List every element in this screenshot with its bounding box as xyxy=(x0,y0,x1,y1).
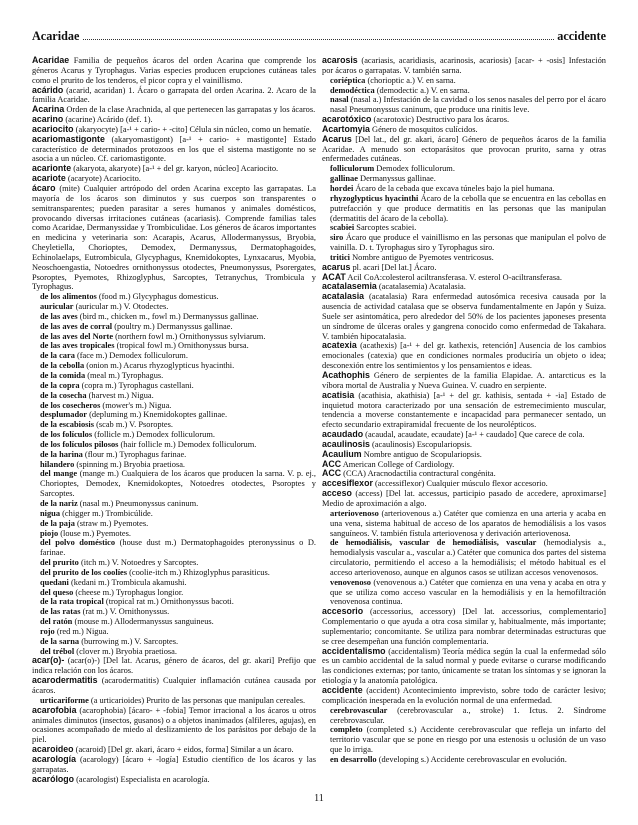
entry-definition: Orden de la clase Arachnida, al que pertenecen las garrapatas y los ácaros. xyxy=(64,105,316,115)
entry-definition: (bird m., chicken m., fowl m.) Dermanyssus gallinae. xyxy=(77,311,259,321)
subentry-term: folliculorum xyxy=(330,164,375,174)
subentry-term: de la copra xyxy=(40,380,80,390)
entry-definition: (akaryota, akaryote) [a-¹ + del gr. karyon, núcleo] Acariocito. xyxy=(71,164,279,174)
dictionary-entry xyxy=(322,282,606,292)
subentry xyxy=(40,637,316,647)
entry-term: ACAT xyxy=(322,271,346,282)
subentry-term: de la escabiosis xyxy=(40,420,94,430)
entry-term: acariomastigonte xyxy=(32,133,105,144)
entry-definition: Género de mosquitos culícidos. xyxy=(369,124,478,134)
entry-definition: (follicle m.) Demodex folliculorum. xyxy=(92,430,215,440)
entry-definition: (house dust m.) Dermatophagoides pteronyssinus o D. farinae. xyxy=(40,538,316,558)
entry-term: acaudado xyxy=(322,429,364,440)
entry-term: acariote xyxy=(32,173,66,184)
subentry xyxy=(40,332,316,342)
subentry-term: completo xyxy=(330,725,363,735)
subentry xyxy=(330,86,606,96)
entry-term: Acathophis xyxy=(322,370,370,380)
entry-definition: Nombre antiguo de Scopulariopsis. xyxy=(361,449,482,459)
subentry xyxy=(40,341,316,351)
entry-definition: (straw m.) Pyemotes. xyxy=(74,518,149,528)
dictionary-entry xyxy=(322,292,606,341)
entry-term: accesorio xyxy=(322,606,364,617)
entry-definition: (accident) Acontecimiento imprevisto, sobre todo de carácter lesivo; complicación inesperada en la evolución normal de una enfermedad. xyxy=(322,686,606,705)
subentry xyxy=(40,302,316,312)
entry-definition: (mange m.) Cualquiera de los ácaros que producen la sarna. V. p. ej., Chorioptes, Demodex, Knemidokoptes, Notoedres otodectes, Psoroptes y Sarcoptes. xyxy=(40,469,316,499)
entry-definition: (copra m.) Tyrophagus castellani. xyxy=(79,380,194,390)
subentry-term: de los folículos pilosos xyxy=(40,439,119,449)
entry-term: acarólogo xyxy=(32,773,75,784)
subentry-term: de las ratas xyxy=(40,607,81,617)
entry-definition: (red m.) Nigua. xyxy=(54,626,109,636)
subentry-term: scabiei xyxy=(330,223,355,233)
entry-term: Acaulium xyxy=(322,448,362,459)
subentry xyxy=(330,194,606,224)
entry-definition: (acatalasemia) Acatalasia. xyxy=(376,282,466,292)
subentry-term: del trébol xyxy=(40,646,75,656)
entry-definition: (onion m.) Acarus rhyzoglypticus hyacinthi. xyxy=(84,361,235,371)
entry-definition: (meal m.) Tyrophagus. xyxy=(85,371,164,380)
subentry-term: de la cara xyxy=(40,351,75,361)
entry-definition: (chorioptic a.) V. en sarna. xyxy=(365,75,456,85)
subentry-term: de las aves del Norte xyxy=(40,331,114,341)
entry-definition: (cerebrovascular a., stroke) 1. Ictus. 2. Síndrome cerebrovascular. xyxy=(330,705,606,725)
running-header xyxy=(32,28,606,44)
subentry-term: nigua xyxy=(40,508,61,518)
entry-definition: (hemodialysis a., hemodialysis vascular a., vascular a.) Catéter que comunica dos partes del sistema circulatorio, permitiendo el acceso a la hemodiálisis; el método habitual es el acceso arteriovenoso, aunque en algunos casos se utilizan accesos venovenosos. xyxy=(330,538,606,577)
entry-definition: (akaryocyte) [a-¹ + cario- + -cito] Célula sin núcleo, como un hematíe. xyxy=(73,124,312,134)
subentry xyxy=(40,401,316,411)
entry-term: acatalasia xyxy=(322,291,365,302)
subentry-term: de las aves tropicales xyxy=(40,341,115,351)
entry-term: acarus xyxy=(322,261,351,272)
subentry-term: de los folículos xyxy=(40,430,93,440)
subentry-term: del prurito xyxy=(40,558,79,568)
entry-definition: (chigger m.) Trombicúlide. xyxy=(60,508,153,518)
entry-definition: (poultry m.) Dermanyssus gallinae. xyxy=(112,321,233,331)
subentry xyxy=(40,696,316,706)
subentry-term: siro xyxy=(330,233,344,243)
entry-term: acarosis xyxy=(322,55,358,65)
entry-definition: Familia de pequeños ácaros del orden Acarina que comprende los géneros Acarus y Tyrophagus. Varias especies producen erupciones cutáneas tales como el prurito de los tenderos, el picor copra y el vainillismo. xyxy=(32,56,316,85)
entry-definition: (nasal a.) Infestación de la cavidad o los senos nasales del perro por el ácaro nasal Pneumonyssus caninum, que produce una rinitis leve. xyxy=(330,95,606,115)
subentry-term: de la sarna xyxy=(40,636,80,646)
dictionary-entry xyxy=(322,686,606,706)
subentry-term: de la nariz xyxy=(40,498,78,508)
subentry xyxy=(40,627,316,637)
subentry-term: rhyzoglypticus hyacinthi xyxy=(330,193,419,203)
dictionary-entry xyxy=(32,656,316,676)
subentry-term: del prurito de los coolíes xyxy=(40,567,128,577)
subentry xyxy=(330,76,606,86)
entry-definition: Género de serpientes de la familia Elapidae. A. antarcticus es la víbora mortal de Australia y Nueva Guinea. V. cuadro en serpiente. xyxy=(322,371,606,390)
entry-definition: Acil CoA:colesterol aciltransferasa. V. esterol O-aciltransferasa. xyxy=(345,272,562,282)
entry-definition: Demodex folliculorum. xyxy=(374,164,455,174)
entry-term: Acartomyia xyxy=(322,123,370,134)
dictionary-entry xyxy=(32,135,316,165)
entry-definition: (completed s.) Accidente cerebrovascular que refleja un infarto del territorio vascular que se pone en riesgo por una estenosis u oclusión de un vaso que lo irriga. xyxy=(330,725,606,755)
entry-definition: (tropical fowl m.) Ornithonyssus bursa. xyxy=(114,341,249,351)
dictionary-entry xyxy=(322,647,606,686)
subentry-term: cerebrovascular xyxy=(330,705,388,715)
subentry xyxy=(40,440,316,450)
dictionary-entry xyxy=(322,371,606,391)
entry-definition: (mower's m.) Nigua. xyxy=(100,400,172,410)
entry-definition: (a urticarioides) Prurito de las personas que manipulan cereales. xyxy=(88,695,306,705)
subentry xyxy=(330,578,606,608)
subentry-term: gallinae xyxy=(330,174,358,184)
entry-definition: (hair follicle m.) Demodex folliculorum. xyxy=(118,439,257,449)
dictionary-entry xyxy=(32,105,316,115)
dictionary-entry xyxy=(322,440,606,450)
entry-term: acarino xyxy=(32,114,64,125)
subentry-term: coriéptica xyxy=(330,75,366,85)
entry-term: acceso xyxy=(322,488,352,499)
subentry-term: venovenoso xyxy=(330,577,371,587)
entry-definition: (northern fowl m.) Ornithonyssus sylviarum. xyxy=(113,331,266,341)
subentry-term: de la harina xyxy=(40,449,83,459)
subentry xyxy=(40,420,316,430)
entry-term: Acarina xyxy=(32,104,65,115)
dictionary-entry xyxy=(322,479,606,489)
entry-definition: (acarologist) Especialista en acarología. xyxy=(74,774,210,784)
dictionary-entry xyxy=(32,755,316,775)
subentry-term: tritici xyxy=(330,252,350,262)
subentry-term: de la cebolla xyxy=(40,361,85,371)
dictionary-entry xyxy=(322,391,606,430)
entry-definition: Sarcoptes scabiei. xyxy=(354,223,417,233)
entry-definition: (louse m.) Pyemotes. xyxy=(58,528,131,538)
subentry xyxy=(330,95,606,115)
entry-term: acarotóxico xyxy=(322,114,372,125)
subentry xyxy=(40,597,316,607)
subentry-term: de los alimentos xyxy=(40,292,97,302)
entry-definition: (acarophobia) [ácaro- + -fobia] Temor irracional a los ácaros u otros animales diminutos (insectos, gusanos) o a objetos inanimados (alfileres, agujas), en ocasiones acompañado de miedo al deslizamiento de los parásitos por debajo de la piel. xyxy=(32,705,316,745)
entry-term: Acaridae xyxy=(32,55,70,65)
entry-definition: (auricular m.) V. Otodectes. xyxy=(73,302,169,312)
subentry-term: de la cosecha xyxy=(40,390,87,400)
entry-definition: (coolie-itch m.) Rhizoglyphus parasiticus. xyxy=(127,567,270,577)
subentry xyxy=(40,529,316,539)
subentry xyxy=(40,391,316,401)
dictionary-entry xyxy=(32,676,316,696)
subentry xyxy=(40,538,316,558)
subentry xyxy=(40,509,316,519)
subentry xyxy=(330,174,606,184)
dictionary-entry xyxy=(322,607,606,646)
entry-definition: (mite) Cualquier artrópodo del orden Acarina excepto las garrapatas. La mayoría de los ácaros son diminutos y sus cuerpos son transparentes o semitransparentes; pueden parasitar a seres humanos y animales domésticos, provocando diversas irritaciones cutáneas (acariasis). Comprende familias tales como Acaridae, Dermanyssidae y Trombiculidae. Los géneros de ácaros importantes en medicina y veterinaria son: Acarapis, Acarus, Allodermanyssus, Bryobia, Cheyletiella, Chorioptes, Demodex, Dermanyssus, Dermatophagoides, Echinolaelaps, Eutrombicula, Glycyphagus, Knemidokoptes, Lynxacarus, Myobia, Neoschoengastia, Notoedres ornithonyssus otodectes, Pneumonyssus, Psorergates, Psoroptes, Pyemotes, Rhizoglyphus, Sarcoptes, Tetranychus, Trombicula y Tyrophagus. xyxy=(32,183,316,292)
entry-definition: (arteriovenous a.) Catéter que comienza en una arteria y acaba en una vena, sistema habitual de acceso de los aparatos de hemodiálisis a los vasos sanguíneos. V. también fístula arteriovenosa y derivación arteriovenosa. xyxy=(330,508,606,538)
subentry xyxy=(40,469,316,499)
entry-term: acarionte xyxy=(32,163,72,174)
dictionary-entry xyxy=(322,341,606,371)
dictionary-entry xyxy=(32,775,316,785)
entry-definition: (harvest m.) Nigua. xyxy=(86,390,154,400)
subentry-term: hordei xyxy=(330,183,354,193)
entry-definition: (spinning m.) Bryobia praetiosa. xyxy=(74,459,186,469)
subentry-term: piojo xyxy=(40,528,59,538)
subentry-term: del ratón xyxy=(40,617,73,627)
subentry xyxy=(330,164,606,174)
subentry-term: de los cosecheros xyxy=(40,400,101,410)
subentry xyxy=(330,706,606,726)
entry-definition: (scab m.) V. Psoroptes. xyxy=(93,420,174,430)
subentry xyxy=(40,607,316,617)
entry-definition: (acarotoxic) Destructivo para los ácaros. xyxy=(371,115,510,125)
page-number: 11 xyxy=(314,793,324,804)
entry-definition: (demodectic a.) V. en sarna. xyxy=(374,85,470,95)
subentry-term: de las aves xyxy=(40,311,78,321)
subentry xyxy=(40,499,316,509)
entry-definition: (developing s.) Accidente cerebrovascular en evolución. xyxy=(376,754,567,764)
entry-definition: (itch m.) V. Notoedres y Sarcoptes. xyxy=(78,558,199,568)
entry-definition: (acaudal, acaudate, ecaudate) [a-¹ + caudado] Que carece de cola. xyxy=(363,430,585,440)
subentry-term: de la rata tropical xyxy=(40,597,104,607)
entry-definition: [Del lat., del gr. akari, ácaro] Género de pequeños ácaros de la familia Acaridae. A menudo son ectoparásitos que provocan prurito, sarna y otras enfermedades cutáneas. xyxy=(322,134,606,164)
subentry-term: rojo xyxy=(40,626,55,636)
subentry xyxy=(40,312,316,322)
entry-definition: (acaryote) Acariocito. xyxy=(65,174,141,184)
header-leader-dots xyxy=(32,39,606,40)
entry-definition: (mouse m.) Allodermanyssus sanguineus. xyxy=(72,617,214,627)
subentry xyxy=(330,755,606,765)
entry-definition: Ácaro de la cebolla que se encuentra en las cebollas en putrefacción y que produce dermatitis en las personas que las manipulan (dermatitis del ácaro de la cebolla). xyxy=(330,193,606,223)
entry-definition: (acar(o)-) [Del lat. Acarus, género de ácaros, del gr. akari] Prefijo que indica relación con los ácaros. xyxy=(32,656,316,676)
dictionary-entry xyxy=(322,460,606,470)
dictionary-entry xyxy=(32,184,316,292)
subentry-term: demodéctica xyxy=(330,85,375,95)
subentry-term: de la comida xyxy=(40,371,86,380)
entry-definition: (acarology) [ácaro + -logía] Estudio científico de los ácaros y las garrapatas. xyxy=(32,754,316,774)
subentry xyxy=(40,322,316,332)
subentry xyxy=(40,292,316,302)
entry-term: accidente xyxy=(322,685,363,695)
entry-definition: (tropical rat m.) Ornithonyssus bacoti. xyxy=(103,597,234,607)
left-column xyxy=(32,56,316,784)
subentry-term: de hemodiálisis, vascular de hemodiálisis, vascular xyxy=(330,538,537,548)
entry-definition: (acariasis, acaridiasis, acarinosis, acariosis) [acar- + -osis] Infestación por ácaros o garrapatas. V. también sarna. xyxy=(322,56,606,75)
subentry xyxy=(40,381,316,391)
entry-definition: (CCA) Aracnodactilia contractural congénita. xyxy=(341,469,496,479)
entry-term: acar(o)- xyxy=(32,655,65,666)
subentry xyxy=(40,647,316,657)
dictionary-entry xyxy=(322,56,606,76)
subentry-term: auricular xyxy=(40,302,74,312)
entry-definition: (depluming m.) Knemidokoptes gallinae. xyxy=(87,410,228,420)
entry-definition: (acarodermatitis) Cualquier inflamación cutánea causada por ácaros. xyxy=(32,676,316,695)
right-column xyxy=(322,56,606,765)
subentry xyxy=(330,509,606,539)
subentry xyxy=(40,558,316,568)
entry-term: acatalasemia xyxy=(322,281,377,292)
subentry xyxy=(40,371,316,381)
entry-term: accidentalismo xyxy=(322,645,386,656)
dictionary-entry xyxy=(32,174,316,184)
subentry xyxy=(40,361,316,371)
dictionary-entry xyxy=(322,125,606,135)
header-first-entry: Acaridae xyxy=(32,28,82,44)
dictionary-entry xyxy=(322,450,606,460)
entry-definition: (cheese m.) Tyrophagus longior. xyxy=(73,587,184,597)
entry-definition: American College of Cardiology. xyxy=(341,459,455,469)
entry-definition: Ácaro de la cebada que excava túneles bajo la piel humana. xyxy=(353,183,555,193)
subentry-term: del polvo doméstico xyxy=(40,538,116,548)
entry-definition: (flour m.) Tyrophagus farinae. xyxy=(82,449,187,459)
subentry-term: urticariforme xyxy=(40,695,89,705)
subentry xyxy=(330,725,606,755)
entry-term: acarofobia xyxy=(32,704,77,715)
subentry-term: del mange xyxy=(40,469,78,479)
entry-definition: (accidentalism) Teoría médica según la cual la enfermedad sólo es un cambio accidental de la salud normal y puede evitarse o curarse modificando las condiciones externas; por tanto, únicamente se tratan los síntomas y se ignoran la etiología y la anatomía patológica. xyxy=(322,646,606,686)
dictionary-entry xyxy=(32,56,316,86)
dictionary-entry xyxy=(322,489,606,509)
entry-definition: (rat m.) V. Ornithonyssus. xyxy=(80,607,170,617)
subentry xyxy=(40,578,316,588)
subentry xyxy=(40,410,316,420)
subentry xyxy=(330,253,606,263)
entry-definition: (accessorius, accessory) [Del lat. accessorius, complementario] Complementario o que ayuda a otra cosa similar y, habitualmente, más importante; suplementario; concomitante. Se utiliza para nombrar determinadas estructuras que se cree desempeñan una función complementaria. xyxy=(322,607,606,646)
entry-term: acárido xyxy=(32,84,64,95)
entry-term: acarodermatitis xyxy=(32,675,98,686)
subentry-term: desplumador xyxy=(40,410,88,420)
dictionary-entry xyxy=(32,86,316,106)
entry-term: acaulinosis xyxy=(322,438,370,449)
subentry xyxy=(330,184,606,194)
subentry-term: arteriovenoso xyxy=(330,508,379,518)
entry-term: acatexia xyxy=(322,340,357,351)
subentry xyxy=(330,233,606,253)
subentry-term: en desarrollo xyxy=(330,754,377,764)
entry-definition: Nombre antiguo de Pyemotes ventricosus. xyxy=(350,252,494,262)
entry-definition: (venovenous a.) Catéter que comienza en una vena y acaba en otra y que se utiliza como acceso vascular en la hemodiálisis y en la hemofiltración venovenosa continua. xyxy=(330,577,606,607)
entry-definition: (acathexis) [a-¹ + del gr. kathexis, retención] Ausencia de los cambios emocionales (catexia) que en condiciones normales produciría un objeto o idea; desconexión entre los sentimientos y los pensamientos e ideas. xyxy=(322,341,606,371)
entry-term: acatisia xyxy=(322,389,355,400)
subentry xyxy=(40,351,316,361)
entry-definition: (akaryomastigont) [a-¹ + cario- + mastigonte] Estado característico de determinados protozoos en los que el sistema mastigonte no se asocia a un núcleo. Cf. cariomastigonte. xyxy=(32,134,316,164)
dictionary-entry xyxy=(32,164,316,174)
entry-definition: pl. acari [Del lat.] Ácaro. xyxy=(350,262,437,272)
entry-term: Acarus xyxy=(322,133,352,144)
subentry xyxy=(40,430,316,440)
subentry-term: de la paja xyxy=(40,518,75,528)
entry-definition: (kedani m.) Trombicula akamushi. xyxy=(68,577,187,587)
subentry-term: nasal xyxy=(330,95,349,105)
dictionary-entry xyxy=(32,706,316,745)
subentry xyxy=(40,617,316,627)
subentry xyxy=(40,568,316,578)
entry-definition: (face m.) Demodex folliculorum. xyxy=(74,351,188,361)
subentry-term: quedani xyxy=(40,577,69,587)
entry-term: ACC xyxy=(322,468,342,479)
entry-term: acaroideo xyxy=(32,744,74,755)
entry-definition: Dermanyssus gallinae. xyxy=(357,174,436,184)
subentry xyxy=(40,450,316,460)
entry-definition: (clover m.) Bryobia praetiosa. xyxy=(74,646,177,656)
entry-term: ACC xyxy=(322,458,342,469)
entry-definition: (acaroid) [Del gr. akari, ácaro + eidos, forma] Similar a un ácaro. xyxy=(73,745,294,755)
header-last-entry: accidente xyxy=(554,28,606,44)
subentry-term: del queso xyxy=(40,587,74,597)
entry-definition: (acarid, acaridan) 1. Ácaro o garrapata del orden Acarina. 2. Acaro de la familia Acaridae. xyxy=(32,85,316,105)
entry-term: ácaro xyxy=(32,182,56,193)
subentry xyxy=(40,460,316,470)
entry-definition: (accessiflexor) Cualquier músculo flexor accesorio. xyxy=(372,479,548,489)
subentry-term: hilandero xyxy=(40,459,75,469)
subentry xyxy=(330,223,606,233)
entry-definition: (acatalasia) Rara enfermedad autosómica recesiva causada por la ausencia de actividad catalasa que se observa fundamentalmente en Japón y Suiza. Suele ser asintomática, pero alrededor del 50% de los pacientes japoneses presenta un síndrome de úlceras orales y gangrena conocido como enfermedad de Takahara. V. también hipocatalasia. xyxy=(322,292,606,341)
entry-term: acarología xyxy=(32,753,77,764)
subentry xyxy=(40,588,316,598)
entry-definition: (nasal m.) Pneumonyssus caninum. xyxy=(77,498,199,508)
dictionary-entry xyxy=(322,135,606,165)
entry-definition: (food m.) Glycyphagus domesticus. xyxy=(96,292,219,302)
subentry xyxy=(40,519,316,529)
entry-definition: (acathisia, akathisia) [a-¹ + del gr. kathisis, sentada + -ia] Estado de inquietud motora caracterizado por una sensación de estremecimiento muscular, tendencia a moverse constantemente e incapacidad para permanecer sentado, un efecto secundario extrapiramidal frecuente de los neurolépticos. xyxy=(322,390,606,430)
subentry xyxy=(330,538,606,577)
entry-definition: (acaulinosis) Escopulariopsis. xyxy=(369,439,473,449)
entry-definition: (access) [Del lat. accessus, participio pasado de accedere, aproximarse] Medio de aproximación a algo. xyxy=(322,489,606,508)
dictionary-entry xyxy=(32,115,316,125)
entry-definition: (burrowing m.) V. Sarcoptes. xyxy=(79,636,179,646)
subentry-term: de las aves de corral xyxy=(40,321,113,331)
entry-definition: (acarine) Acárido (def. 1). xyxy=(63,115,153,125)
entry-term: acariocito xyxy=(32,123,74,134)
dictionary-entry xyxy=(322,263,606,273)
entry-definition: Ácaro que produce el vainillismo en las personas que manipulan el polvo de vainilla. D. t. Tyrophagus siro y Tyrophagus siro. xyxy=(330,233,606,253)
entry-term: accesiflexor xyxy=(322,478,373,489)
